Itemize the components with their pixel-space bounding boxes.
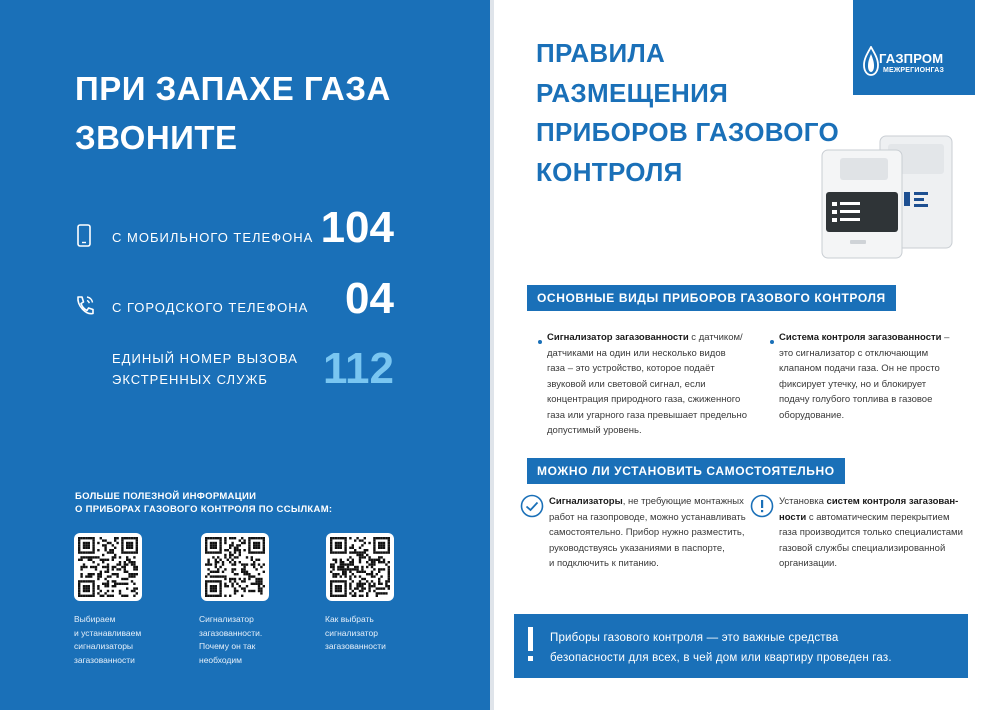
qr-caption-3: Как выбрать сигнализатор загазованности xyxy=(325,614,386,651)
flame-icon xyxy=(862,46,880,76)
control-system-description: Система контроля загазованности – это сигнализатор с отключающим клапаном подачи газа. Он не просто фиксирует утечку, но и блокирует подачу голубого топлива в газовое оборудование. xyxy=(779,332,950,421)
landline-label: С ГОРОДСКОГО ТЕЛЕФОНА xyxy=(112,300,309,315)
mobile-label: С МОБИЛЬНОГО ТЕЛЕФОНА xyxy=(112,230,314,245)
self-install-text: Сигнализаторы, не требующие монтажных работ на газопроводе, можно устанавливать самостоятельно. Прибор нужно разместить, руководствуясь указаниями в паспорте, и подключить к питанию. xyxy=(549,496,746,569)
detector-description: Сигнализатор загазованности с датчиком/ датчиками на один или несколько видов газа – это устройство, которое подаёт звуковой или световой сигнал, если концентрация природного газа, сжиженного газа или угарного газа превышает предельно допустимый уровень. xyxy=(547,332,747,436)
headline-line2: ЗВОНИТЕ xyxy=(75,119,238,156)
exclamation-icon xyxy=(528,627,533,651)
section-types-title: ОСНОВНЫЕ ВИДЫ ПРИБОРОВ ГАЗОВОГО КОНТРОЛЯ xyxy=(527,285,896,311)
landline-phone-icon xyxy=(74,294,94,318)
left-panel xyxy=(0,0,490,710)
headline-line1: ПРИ ЗАПАХЕ ГАЗА xyxy=(75,70,391,107)
safety-notice xyxy=(514,614,968,678)
logo-text: ГАЗПРОМ xyxy=(879,51,944,66)
qr-code-3[interactable] xyxy=(326,533,394,601)
qr-code-1[interactable] xyxy=(74,533,142,601)
mobile-phone-icon xyxy=(74,224,94,248)
gas-detector-illustration xyxy=(818,128,958,260)
logo-subtext: МЕЖРЕГИОНГАЗ xyxy=(883,67,945,74)
emergency-label-line2: ЭКСТРЕННЫХ СЛУЖБ xyxy=(112,372,268,387)
emergency-number: 112 xyxy=(323,344,394,393)
gazprom-logo xyxy=(853,0,975,95)
bullet-dot xyxy=(538,340,542,344)
checkmark-icon xyxy=(520,494,544,518)
emergency-label-line1: ЕДИНЫЙ НОМЕР ВЫЗОВА xyxy=(112,351,298,366)
mobile-number: 104 xyxy=(320,203,394,252)
rules-title: ПРАВИЛА РАЗМЕЩЕНИЯ ПРИБОРОВ ГАЗОВОГО КОНТРОЛЯ xyxy=(536,38,839,187)
notice-line1: Приборы газового контроля — это важные средства xyxy=(550,632,839,644)
specialist-install-text: Установка систем контроля загазован- ности с автоматическим перекрытием газа производится только специалистами газовой службы специализированной организации. xyxy=(779,496,963,569)
bullet-dot xyxy=(770,340,774,344)
exclamation-dot xyxy=(528,656,533,661)
landline-number: 04 xyxy=(345,274,394,323)
qr-caption-2: Сигнализатор загазованности. Почему он так необходим xyxy=(199,614,263,665)
warning-icon xyxy=(750,494,774,518)
info-heading: БОЛЬШЕ ПОЛЕЗНОЙ ИНФОРМАЦИИ О ПРИБОРАХ ГАЗОВОГО КОНТРОЛЯ ПО ССЫЛКАМ: xyxy=(75,491,333,515)
qr-caption-1: Выбираем и устанавливаем сигнализаторы загазованности xyxy=(74,614,142,665)
qr-code-2[interactable] xyxy=(201,533,269,601)
notice-line2: безопасности для всех, в чей дом или квартиру проведен газ. xyxy=(550,652,892,664)
section-install-title: МОЖНО ЛИ УСТАНОВИТЬ САМОСТОЯТЕЛЬНО xyxy=(527,458,845,484)
